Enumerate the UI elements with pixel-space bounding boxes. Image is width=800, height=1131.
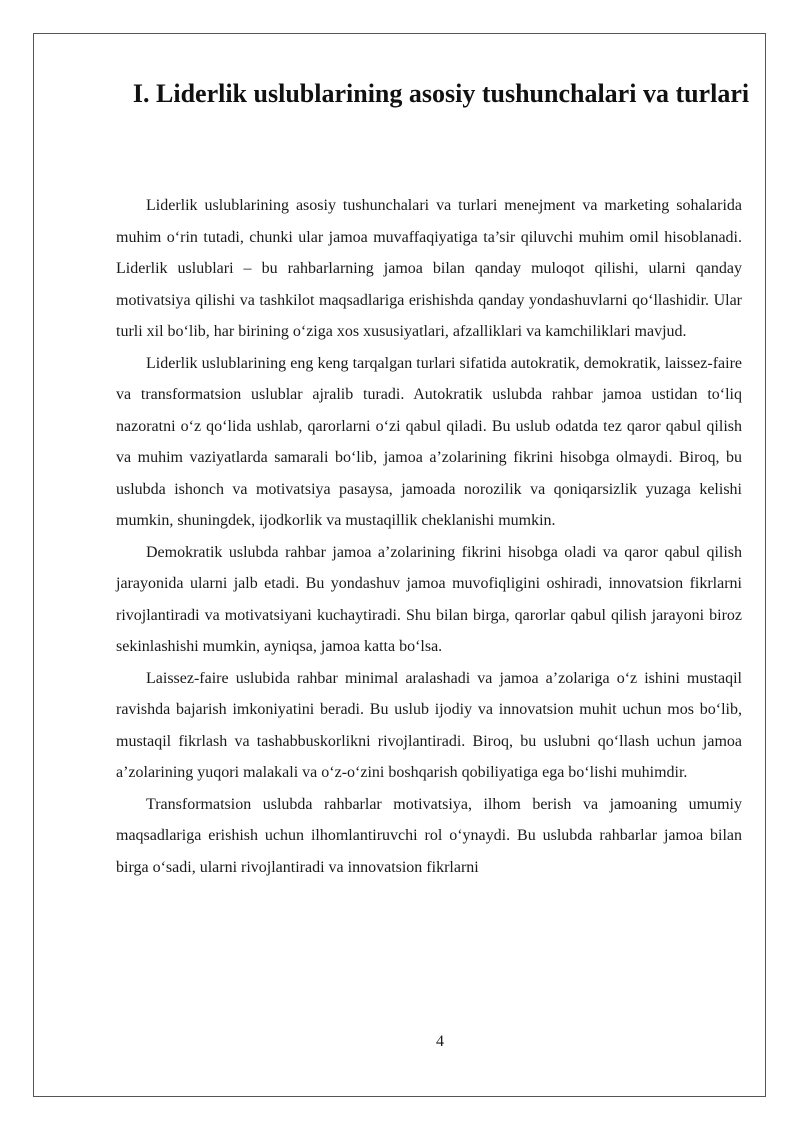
page-number: 4	[436, 1033, 444, 1050]
paragraph: Laissez-faire uslubida rahbar minimal aralashadi va jamoa a’zolariga o‘z ishini mustaqil ravishda bajarish imkoniyatini beradi. Bu uslub ijodiy va innovatsion muhit uchun mos bo‘lib, mustaqil fikrlash va tashabbuskorlikni rivojlantiradi. Biroq, bu uslubni qo‘llash uchun jamoa a’zolarining yuqori malakali va o‘z-o‘zini boshqarish qobiliyatiga ega bo‘lishi muhimdir.	[116, 669, 742, 781]
section-heading: I. Liderlik uslublarining asosiy tushunchalari va turlari	[132, 79, 750, 108]
body-text	[116, 190, 742, 883]
paragraph: Liderlik uslublarining asosiy tushunchalari va turlari menejment va marketing sohalarida muhim o‘rin tutadi, chunki ular jamoa muvaffaqiyatiga ta’sir qiluvchi muhim omil hisoblanadi. Liderlik uslublari – bu rahbarlarning jamoa bilan qanday muloqot qilishi, ularni qanday motivatsiya qilishi va tashkilot maqsadlariga erishishda qanday yondashuvlarni qo‘llashidir. Ular turli xil bo‘lib, har birining o‘ziga xos xususiyatlari, afzalliklari va kamchiliklari mavjud.	[116, 197, 742, 340]
paragraph: Liderlik uslublarining eng keng tarqalgan turlari sifatida autokratik, demokratik, laissez-faire va transformatsion uslublar ajralib turadi. Autokratik uslubda rahbar jamoa ustidan to‘liq nazoratni o‘z qo‘lida ushlab, qarorlarni o‘zi qabul qiladi. Bu uslub odatda tez qaror qabul qilish va muhim vaziyatlarda samarali bo‘lib, jamoa a’zolarining fikrini hisobga olmaydi. Biroq, bu uslubda ishonch va motivatsiya pasaysa, jamoada norozilik va qoniqarsizlik yuzaga kelishi mumkin, shuningdek, ijodkorlik va mustaqillik cheklanishi mumkin.	[116, 354, 742, 529]
paragraph: Demokratik uslubda rahbar jamoa a’zolarining fikrini hisobga oladi va qaror qabul qilish jarayonida ularni jalb etadi. Bu yondashuv jamoa muvofiqligini oshiradi, innovatsion fikrlarni rivojlantiradi va motivatsiyani kuchaytiradi. Shu bilan birga, qarorlar qabul qilish jarayoni biroz sekinlashishi mumkin, ayniqsa, jamoa katta bo‘lsa.	[116, 543, 742, 655]
paragraph: Transformatsion uslubda rahbarlar motivatsiya, ilhom berish va jamoaning umumiy maqsadlariga erishish uchun ilhomlantiruvchi rol o‘ynaydi. Bu uslubda rahbarlar jamoa bilan birga o‘sadi, ularni rivojlantiradi va innovatsion fikrlarni	[116, 795, 742, 876]
